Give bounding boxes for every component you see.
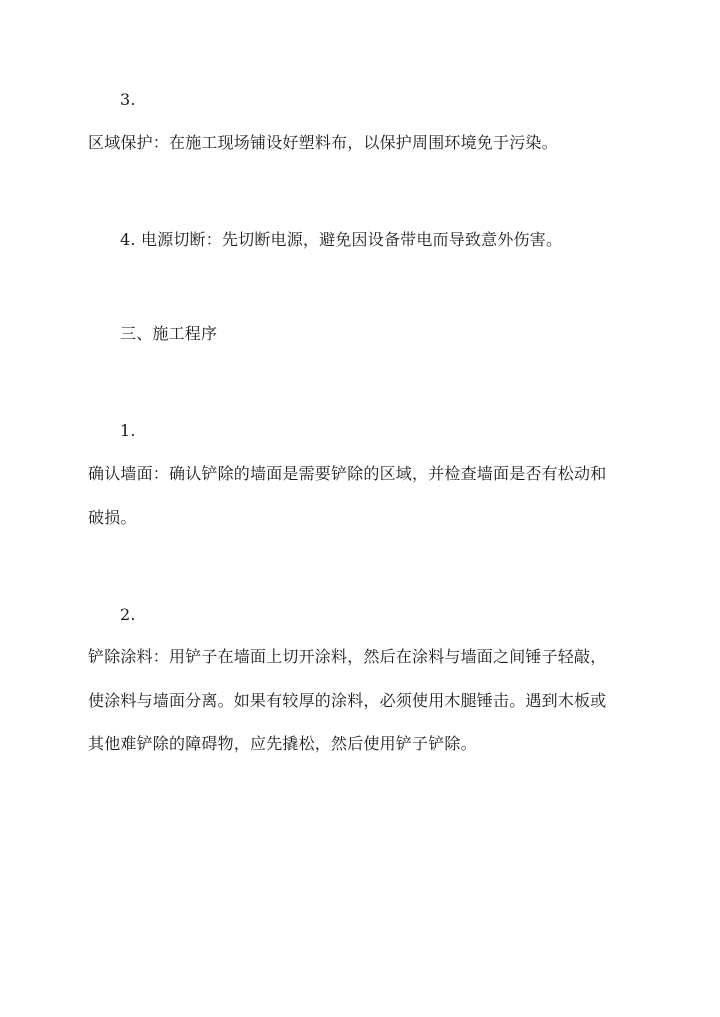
section-heading: 三、施工程序 — [120, 324, 218, 343]
item-number-3: 3. — [120, 90, 136, 109]
paragraph-remove-coating-line-1: 铲除涂料：用铲子在墙面上切开涂料，然后在涂料与墙面之间锤子轻敲， — [88, 647, 607, 666]
paragraph-area-protection: 区域保护：在施工现场铺设好塑料布，以保护周围环境免于污染。 — [88, 133, 558, 152]
paragraph-confirm-wall-line-1: 确认墙面：确认铲除的墙面是需要铲除的区域，并检查墙面是否有松动和 — [88, 464, 607, 483]
paragraph-remove-coating-line-3: 其他难铲除的障碍物，应先撬松，然后使用铲子铲除。 — [88, 734, 477, 753]
item-number-2: 2. — [120, 605, 136, 624]
paragraph-remove-coating-line-2: 使涂料与墙面分离。如果有较厚的涂料，必须使用木腿锤击。遇到木板或 — [88, 691, 607, 710]
item-number-1: 1. — [120, 421, 136, 440]
paragraph-power-cutoff: 4. 电源切断：先切断电源，避免因设备带电而导致意外伤害。 — [120, 230, 563, 249]
paragraph-confirm-wall-line-2: 破损。 — [88, 508, 137, 527]
